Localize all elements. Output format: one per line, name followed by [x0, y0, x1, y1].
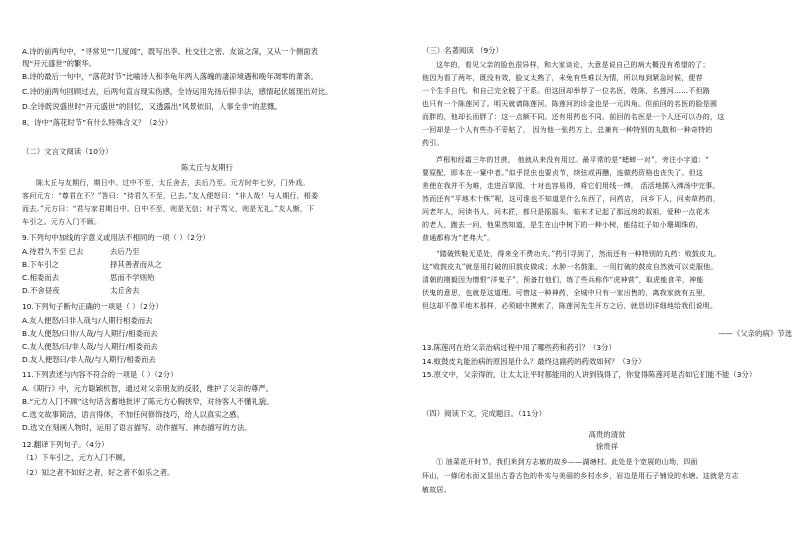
excerpt-citation: ——《父亲的病》节选	[718, 329, 792, 338]
q11-option-c: C.选文故事简洁，语言得体，不加任何修饰技巧，给人以真实之感。	[22, 410, 244, 419]
passage-title: 陈太丘与友期行	[181, 163, 233, 172]
article-line: ① 油菜花开时节，我们来到方志敏的故乡——湖塘村。此处是个宽展的山坳，四面	[436, 458, 698, 466]
q12-item-2: （2）知之者不如好之者，好之者不如乐之者。	[22, 468, 175, 477]
q12-item-1: （1）下车引之，元方入门不顾。	[22, 453, 131, 462]
q9-option-c	[22, 273, 392, 283]
q11-option-b: B.“元方入门不顾”这句话含蓄地批评了陈元方心胸狭窄，对待客人不懂礼貌。	[22, 397, 274, 406]
section-4-heading: （四）阅读下文，完成题目。（11分）	[422, 409, 546, 418]
section-3-heading: （三）名著阅读 （9分）	[422, 46, 503, 55]
excerpt-line: 药引。	[422, 139, 444, 147]
q9-option-c-left: C.相委而去	[22, 273, 60, 282]
q9-option-d-left: D.不舍昼夜	[22, 286, 60, 295]
article-author: 徐贵祥	[595, 442, 619, 451]
q10-option-d: D.友人便怒曰/非人哉/与人期行/相委而去	[22, 355, 156, 364]
excerpt-line: 要原配，即本在一窠中者。”似乎昆虫也要贞节，续弦或再醮，连做药资格也丧失了。但这	[422, 169, 704, 177]
q10-option-b: B.友人便怒/曰非/人哉/与人期行/相委而去	[22, 329, 158, 338]
excerpt-line: 问老年人，问读书人，问木匠，都只是摇摇头，临末才记起了那远房的叔祖，爱种一点花木	[422, 208, 710, 216]
question-14: 14.败鼓皮丸能治病的原因是什么？最终这副药的药效如何？（3分）	[422, 357, 646, 366]
q7-option-a-line1: A.诗的前两句中，“寻常见”“几度闻”，既写出李、杜交往之密、友谊之深，又从一个侧面表	[22, 47, 319, 56]
q9-option-d	[22, 286, 392, 296]
article-line: 环山，一條闭水而又显出古香古色的朴实与美丽的乡村水乡，岩边是用石子铺设的水塘。这就是方志	[422, 472, 739, 480]
passage-line: 车引之。元方入门不顾。	[22, 218, 102, 226]
question-11: 11.下列表述与内容不符合的一项是（ ）（2分）	[22, 370, 178, 379]
q7-option-b: B.诗的最后一句中，“落花时节”比喻诗人和李龟年两人落魄的凄凉境遇和晚年凋零的萧条。	[22, 72, 318, 81]
excerpt-line: 而胖的，他却长而胖了：这一点颇不同。还有用药也不同。前回的名医是一个人还可以办的，这	[422, 113, 725, 121]
q9-option-b-left: B.下车引之	[22, 260, 59, 269]
q11-option-d: D.选文在刻画人物时，运用了语言描写、动作描写、神态描写的方法。	[22, 423, 252, 432]
passage-line: 而去。”元方曰：“君与家君期日中。日中不至，则是无信；对子骂父，则是无礼。”友人惭，下	[22, 205, 315, 213]
excerpt-line: 清朝的刚毅因为憎恨“洋鬼子”，预备打他们，练了些兵称作“虎神营”，取虎能食羊，神能	[422, 276, 704, 284]
passage-line: 陈太丘与友期行，期日中。过中不至，太丘舍去，去后乃至。元方时年七岁，门外戏。	[36, 179, 310, 187]
excerpt-line: 芦根和经霜三年的甘蔗， 他就从来没有用过。最平常的是“蟋蟀一对”，旁注小字道：“	[436, 156, 709, 164]
question-12: 12.翻译下列句子。（4分）	[22, 440, 109, 449]
excerpt-line: “踏破铁鞋无觅处，得来全不费功夫。”药引寻到了，然而还有一种特别的丸药：败鼓皮丸。	[436, 250, 721, 258]
excerpt-line: 伏鬼的意思，也就是这道理。可惜这一种神药，全城中只有一家出售的，离我家就有五里，	[422, 289, 710, 297]
excerpt-line: 这“败鼓皮丸”就是用打破的旧鼓皮做成；水肿一名鼓胀，一用打破的鼓皮自然就可以克服他。	[422, 263, 718, 271]
q9-option-b	[22, 260, 392, 270]
excerpt-line: 差使在我并不为难，走进百草园，十对也容易得，将它们用线一缚， 活活地掷入沸汤中完事。	[422, 182, 720, 190]
article-title: 高贵的清贫	[588, 430, 626, 439]
passage-line: 客问元方：“尊君在不？”答曰：“待君久不至，已去。”友人便怒曰：“非人哉！与人期行，相委	[22, 192, 319, 200]
q9-option-d-right: 太丘舍去	[110, 286, 140, 295]
question-13: 13.陈莲河在给父亲治病过程中用了哪些药和药引？（3分）	[422, 343, 616, 352]
section-2-heading: （二）文言文阅读（10分）	[22, 147, 113, 156]
q9-option-a-left: A.待君久不至 已去	[22, 247, 84, 256]
q9-option-c-right: 思而不学则殆	[110, 273, 155, 282]
q10-option-c: C.友人便怒/曰/非人哉/与人期行/相委而去	[22, 342, 158, 351]
excerpt-line: 一回却是一个人有些办不妥帖了， 因为他一张药方上，总兼有一种特别的丸散和一种奇特的	[422, 126, 713, 134]
q7-option-d: D.全诗既说盛世时“开元盛世”的回忆，又透露出“风景依旧，人事全非”的悲慨。	[22, 102, 282, 111]
q9-option-b-right: 择其善者而从之	[110, 260, 162, 269]
q10-option-a: A.友人便怒/曰非人哉与/人期行相委而去	[22, 316, 153, 325]
excerpt-line: 他因为看了两年，既没有效，脸又太熟了，未免有些难以为情，所以每到紧急时候，便荐	[422, 74, 703, 82]
question-10: 10.下列句子断句正确的一项是（ ）（2分）	[22, 302, 163, 311]
q9-option-a-right: 去后乃至	[110, 247, 140, 256]
q7-option-a-line2: 现“开元盛世”的繁华。	[22, 59, 97, 68]
question-8: 8、诗中“落花时节”有什么特殊含义？（2分）	[22, 118, 173, 127]
q9-option-a	[22, 247, 392, 257]
excerpt-line: 也只有一个陈莲河了。明天就请陈莲河。陈莲河的诊金也是一元四角。但前回的名医的脸是圆	[422, 100, 718, 108]
excerpt-line: 的老人，跑去一问，他果然知道，是生在山中树下的一种小树，能结红子如小珊瑚珠的，	[422, 221, 703, 229]
excerpt-line: 一个生手自代，和自己完全脱了干系。但这回却举荐了一位名医，姓陈，名莲河……不但路	[422, 87, 710, 95]
q11-option-a: A.《期行》中，元方聪颖机智，通过对父亲朋友的反驳，维护了父亲的尊严。	[22, 384, 274, 393]
excerpt-line: 然而还有“平地木十株”呢，这可谁也不知道是什么东西了，问药店， 问乡下人，问卖草药的，	[422, 195, 720, 203]
question-15: 15.原文中，父亲得的，让太太让平时都能用的人讲到钱得了，你觉得陈莲河是否如它们能不能（3分）	[422, 370, 757, 379]
q7-option-c: C.诗的前两句回顾过去，后两句直言现实伤感，全诗运用先扬后抑手法，感情起伏展现出对比。	[22, 87, 333, 96]
excerpt-line: 这年的，看见父亲的脸色很异样，和大家谈论，大意是说自己的病大概没有希望的了；	[436, 61, 710, 69]
question-9: 9.下列句中加线的字意义或用法不相同的一项（ ）（2分）	[22, 233, 210, 242]
excerpt-line: 但这却不像平地木那样，必须暗中摸索了，陈莲河先生开方之后，就恳切详细地给我们说明。	[422, 302, 718, 310]
article-line: 敏故居。	[422, 486, 451, 494]
excerpt-line: 普通都称为“老弗大”。	[422, 234, 495, 242]
